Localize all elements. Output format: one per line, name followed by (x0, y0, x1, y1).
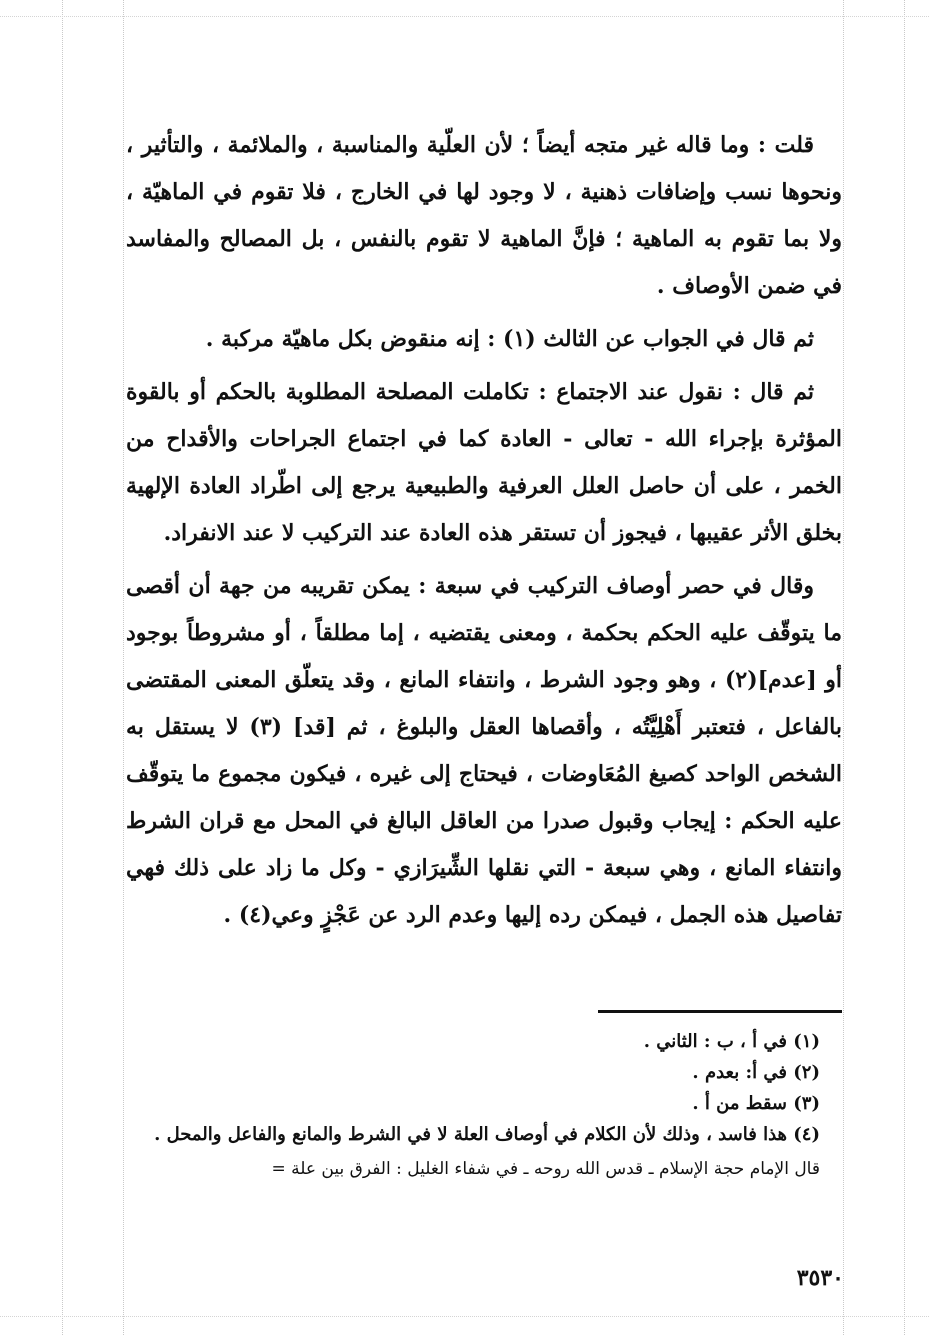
footnote: (٤) هذا فاسد ، وذلك لأن الكلام في أوصاف العلة لا في الشرط والمانع والفاعل والمحل . (154, 1124, 820, 1145)
scan-guide-line (62, 0, 63, 1335)
scan-guide-line (0, 1316, 929, 1317)
scan-guide-line (0, 16, 929, 17)
scan-guide-line (123, 0, 124, 1335)
paragraph: وقال في حصر أوصاف التركيب في سبعة : يمكن تقريبه من جهة أن أقصى ما يتوقّف عليه الحكم بحكمة ، ومعنى يقتضيه ، إما مطلقاً ، أو مشروطاً بوجود أو [عدم](٢) ، وهو وجود الشرط ، وانتفاء المانع ، وقد يتعلّق المعنى المقتضى بالفاعل ، فتعتبر أَهْلِيَّتُه ، وأقصاها العقل والبلوغ ، ثم [قد] (٣) لا يستقل به الشخص الواحد كصيغ المُعَاوضات ، فيحتاج إلى غيره ، فيكون مجموع ما يتوقّف عليه الحكم : إيجاب وقبول صدرا من العاقل البالغ في المحل مع قران الشرط وانتفاء المانع ، وهي سبعة - التي نقلها الشِّيرَازي - وكل ما زاد على ذلك فهي تفاصيل هذه الجمل ، فيمكن رده إليها وعدم الرد عن عَجْزٍ وعي(٤) . (126, 573, 843, 928)
footnote: قال الإمام حجة الإسلام ـ قدس الله روحه ـ في شفاء الغليل : الفرق بين علة = (271, 1159, 820, 1179)
scan-guide-line (904, 0, 905, 1335)
footnote: (٣) سقط من أ . (692, 1093, 820, 1114)
scan-guide-line (843, 0, 844, 1335)
footnotes (126, 1026, 842, 1185)
footnote: (٢) في أ: بعدم . (692, 1062, 820, 1083)
footnote-separator (598, 1010, 842, 1013)
paragraph: قلت : وما قاله غير متجه أيضاً ؛ لأن العلّية والمناسبة ، والملائمة ، والتأثير ، ونحوها نسب وإضافات ذهنية ، لا وجود لها في الخارج ، فلا تقوم في الماهيّة ، ولا بما تقوم به الماهية ؛ فإنَّ الماهية لا تقوم بالنفس ، بل المصالح والمفاسد في ضمن الأوصاف . (126, 132, 842, 299)
paragraph: ثم قال في الجواب عن الثالث (١) : إنه منقوض بكل ماهيّة مركبة . (205, 326, 814, 352)
footnote: (١) في أ ، ب : الثاني . (643, 1031, 820, 1052)
main-text (126, 122, 842, 939)
page-number: ٣٥٣٠ (796, 1265, 844, 1291)
paragraph: ثم قال : نقول عند الاجتماع : تكاملت المصلحة المطلوبة بالحكم أو بالقوة المؤثرة بإجراء الله - تعالى - العادة كما في اجتماع الجراحات والأقداح من الخمر ، على أن حاصل العلل العرفية والطبيعية يرجع إلى اطّراد العادة الإلهية بخلق الأثر عقيبها ، فيجوز أن تستقر هذه العادة عند التركيب لا عند الانفراد. (126, 379, 842, 546)
